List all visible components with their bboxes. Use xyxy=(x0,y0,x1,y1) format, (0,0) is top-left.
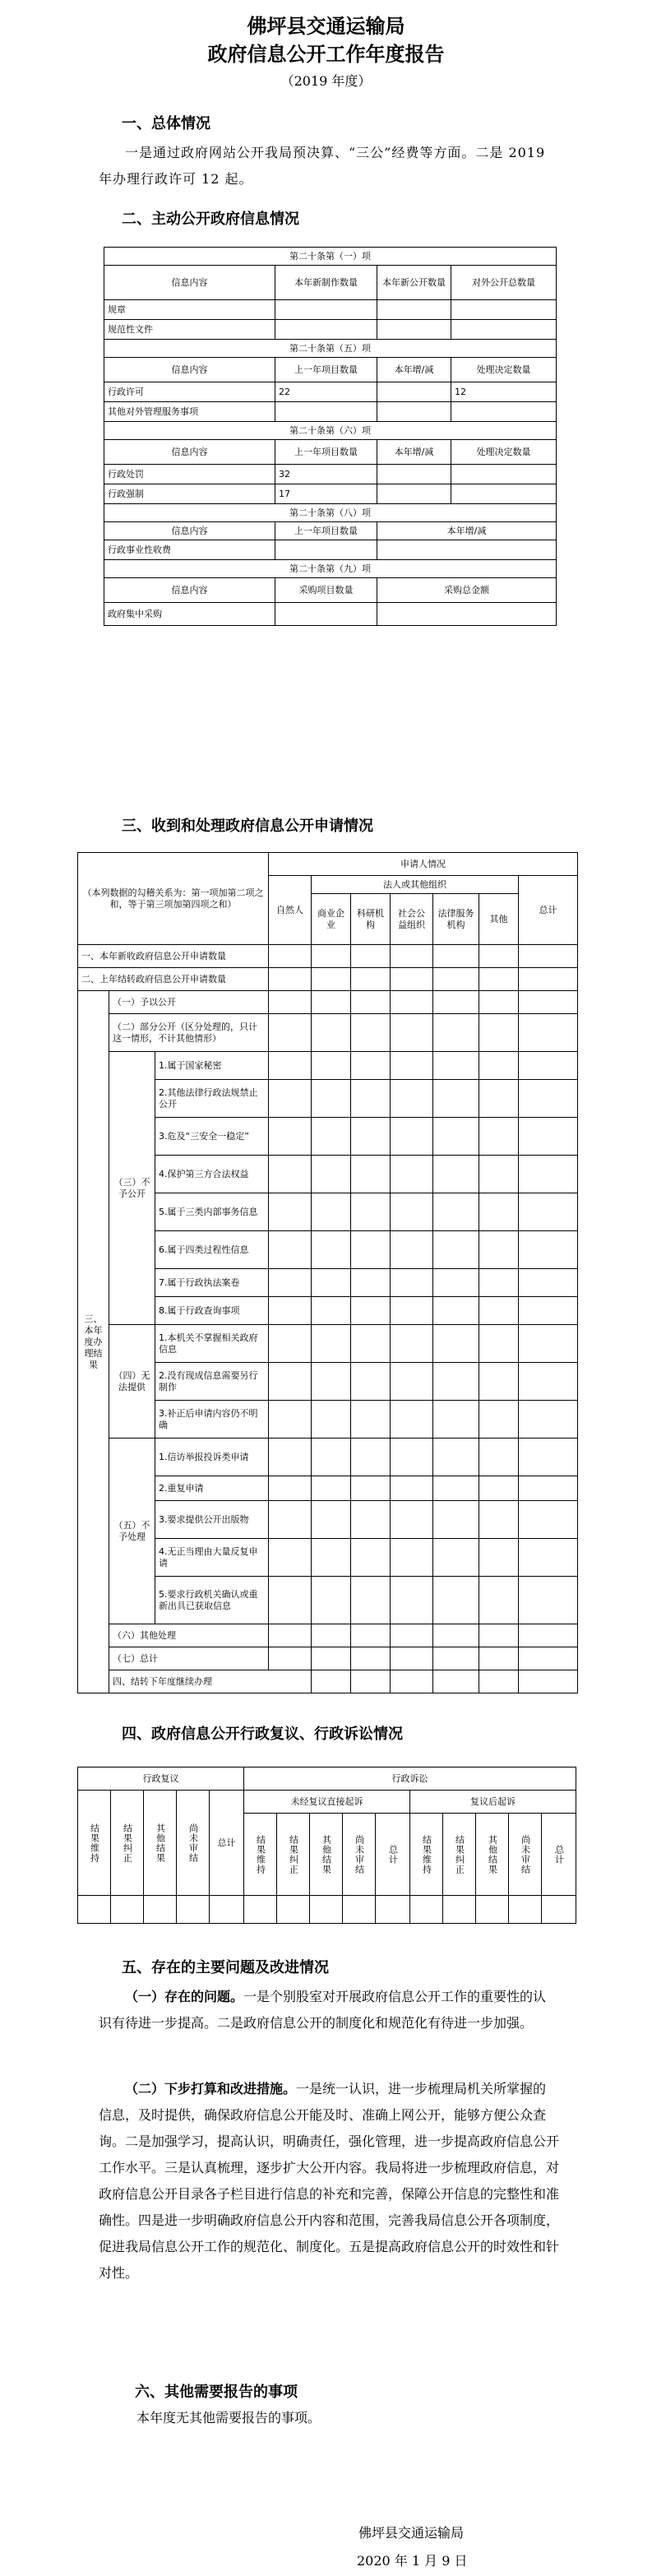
footer-org: 佛坪县交通运输局 xyxy=(358,2525,465,2541)
report-title-org: 佛坪县交通运输局 xyxy=(247,14,405,38)
section2-heading: 二、主动公开政府信息情况 xyxy=(122,211,299,228)
s5-title: 第二十条第（五）项 xyxy=(104,340,557,358)
section1-text: 一是通过政府网站公开我局预决算、“三公”经费等方面。二是 2019 年办理行政许可 12 起。 xyxy=(99,145,546,187)
section6-heading: 六、其他需要报告的事项 xyxy=(135,2384,298,2401)
section4-heading: 四、政府信息公开行政复议、行政诉讼情况 xyxy=(122,1726,403,1743)
review-litigation-table: 行政复议 行政诉讼 结果维持 结果纠正 其他结果 尚未审结 总计 未经复议直接起诉 复议后起诉 结果维持 结果纠正 其他结果 尚未审结 总计 结果维持 结果纠正 其他结果 尚未审结 总计 xyxy=(77,1767,576,1924)
s6-title: 第二十条第（六）项 xyxy=(104,422,557,440)
s9-title: 第二十条第（九）项 xyxy=(104,560,557,578)
proactive-disclosure-table: 第二十条第（一）项 信息内容 本年新制作数量 本年新公开数量 对外公开总数量 规章 规范性文件 第二十条第（五）项 信息内容 上一年项目数量 本年增/减 处理决定数量 行政许可 22 12 其他对外管理服务事项 第二十条第（六）项 信息内容 上一年项目数量 本年增/减 处理决定数量 行政处罚 32 行政强制 17 第二十条第（八）项 信息内容 上一年项目数量 本年增/减 行政事业性收费 第二十条第（九）项 信息内容 采购项目数量 采购总金额 政府集中采购 xyxy=(104,247,557,626)
report-year: （2019 年度） xyxy=(280,73,372,89)
section5-problems: （一）存在的问题。一是个别股室对开展政府信息公开工作的重要性的认识有待进一步提高。二是政府信息公开的制度化和规范化有待进一步加强。 xyxy=(99,1989,547,2031)
section6-text: 本年度无其他需要报告的事项。 xyxy=(136,2410,321,2425)
footer-date: 2020 年 1 月 9 日 xyxy=(357,2553,468,2569)
section1-heading: 一、总体情况 xyxy=(122,115,210,132)
application-handling-table: （本列数据的勾稽关系为：第一项加第二项之和，等于第三项加第四项之和） 申请人情况 自然人 法人或其他组织 总计 商业企业 科研机构 社会公益组织 法律服务机构 其他 一、本年新收政府信息公开申请数量 二、上年结转政府信息公开申请数量 三、本年度办理结果 （一）予以公开 （二）部分公开（区分处理的，只计这一情形，不计其他情形） （三）不予公开 1.属于国家秘密 2.其他法律行政法规禁止公开 3.危及“三安全一稳定” 4.保护第三方合法权益 5.属于三类内部事务信息 6.属于四类过程性信息 7.属于行政执法案卷 8.属于行政查询事项 （四）无法提供 1.本机关不掌握相关政府信息 2.没有现成信息需要另行制作 3.补正后申请内容仍不明确 （五）不予处理 1.信访举报投诉类申请 2.重复申请 3.要求提供公开出版物 4.无正当理由大量反复申请 5.要求行政机关确认或重新出具已获取信息 （六）其他处理 （七）总计 四、结转下年度继续办理 xyxy=(77,852,578,1693)
report-title: 政府信息公开工作年度报告 xyxy=(207,42,445,66)
section5-measures: （二）下步打算和改进措施。一是统一认识，进一步梳理局机关所掌握的信息，及时提供，确保政府信息公开能及时、准确上网公开，能够方便公众查询。二是加强学习，提高认识，明确责任，强化管理，进一步提高政府信息公开工作水平。三是认真梳理，逐步扩大公开内容。我局将进一步梳理政府信息，对政府信息公开目录各子栏目进行信息的补充和完善，保障公开信息的完整性和准确性。四是进一步明确政府信息公开内容和范围，完善我局信息公开各项制度，促进我局信息公开工作的规范化、制度化。五是提高政府信息公开的时效性和针对性。 xyxy=(99,2081,560,2281)
s1-title: 第二十条第（一）项 xyxy=(104,248,557,266)
section3-heading: 三、收到和处理政府信息公开申请情况 xyxy=(122,818,373,835)
section5-heading: 五、存在的主要问题及改进情况 xyxy=(122,1959,329,1976)
s8-title: 第二十条第（八）项 xyxy=(104,504,557,522)
